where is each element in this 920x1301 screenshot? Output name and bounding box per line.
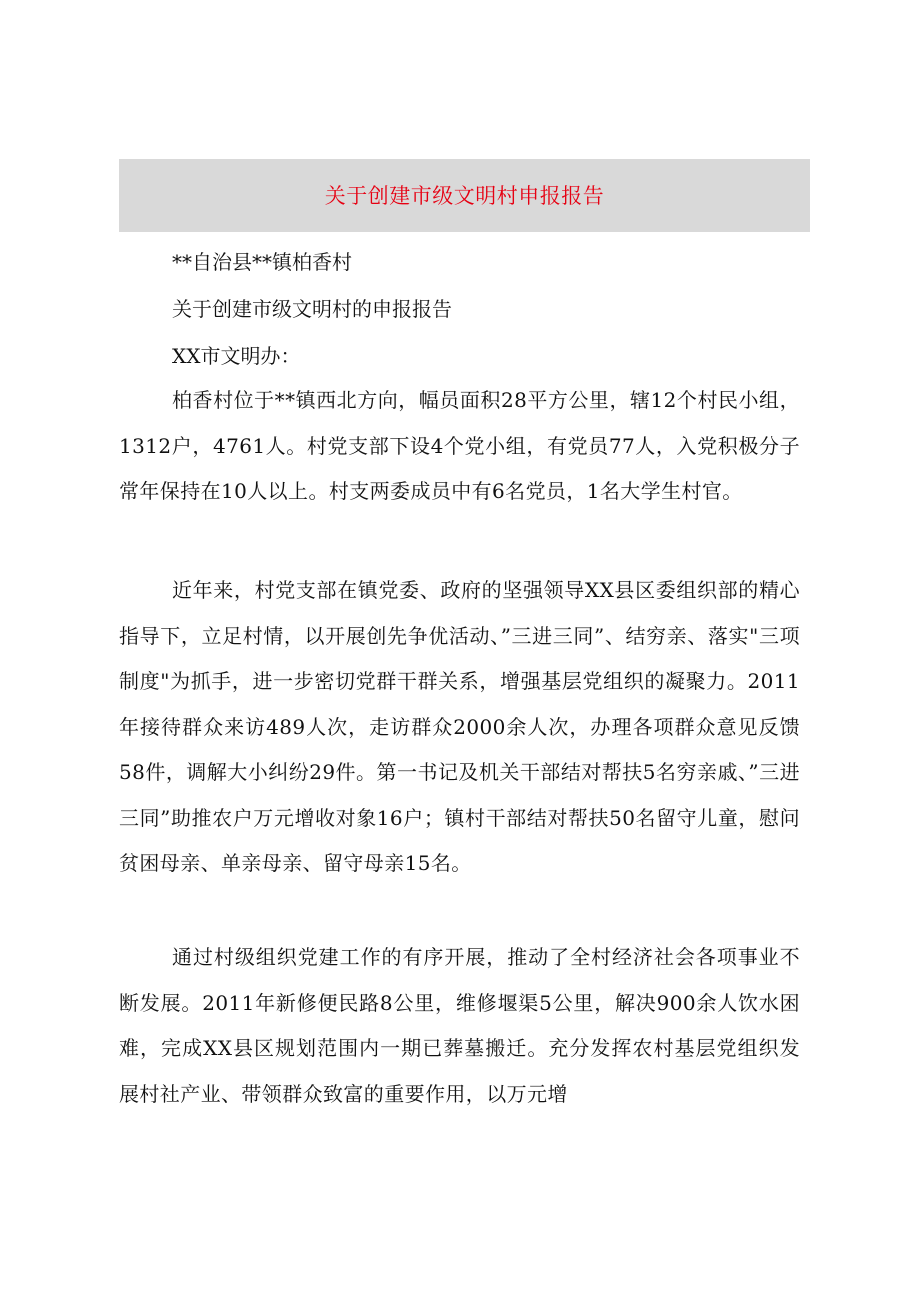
title-banner — [119, 159, 810, 232]
paragraph-development: 通过村级组织党建工作的有序开展，推动了全村经济社会各项事业不断发展。2011年新修便民路8公里，维修堰渠5公里，解决900余人饮水困难，完成XX县区规划范围内一期已葬墓搬迁。充分发挥农村基层党组织发展村社产业、带领群众致富的重要作用，以万元增 — [119, 945, 800, 1106]
paragraph-party-work: 近年来，村党支部在镇党委、政府的坚强领导XX县区委组织部的精心指导下，立足村情，以开展创先争优活动、”三进三同”、结穷亲、落实"三项制度"为抓手，进一步密切党群干群关系，增强基层党组织的凝聚力。2011年接待群众来访489人次，走访群众2000余人次，办理各项群众意见反馈58件，调解大小纠纷29件。第一书记及机关干部结对帮扶5名穷亲戚、”三进三同”助推农户万元增收对象16户；镇村干部结对帮扶50名留守儿童，慰问贫困母亲、单亲母亲、留守母亲15名。 — [119, 578, 800, 875]
paragraph-village-overview: 柏香村位于**镇西北方向，幅员面积28平方公里，辖12个村民小组，1312户，4761人。村党支部下设4个党小组，有党员77人，入党积极分子常年保持在10人以上。村支两委成员中有6名党员，1名大学生村官。 — [119, 388, 800, 503]
document-title: 关于创建市级文明村申报报告 — [324, 183, 605, 208]
header-line-addressee: XX市文明办： — [172, 344, 301, 368]
header-line-village: **自治县**镇柏香村 — [172, 250, 352, 274]
header-line-report-title: 关于创建市级文明村的申报报告 — [172, 297, 452, 321]
